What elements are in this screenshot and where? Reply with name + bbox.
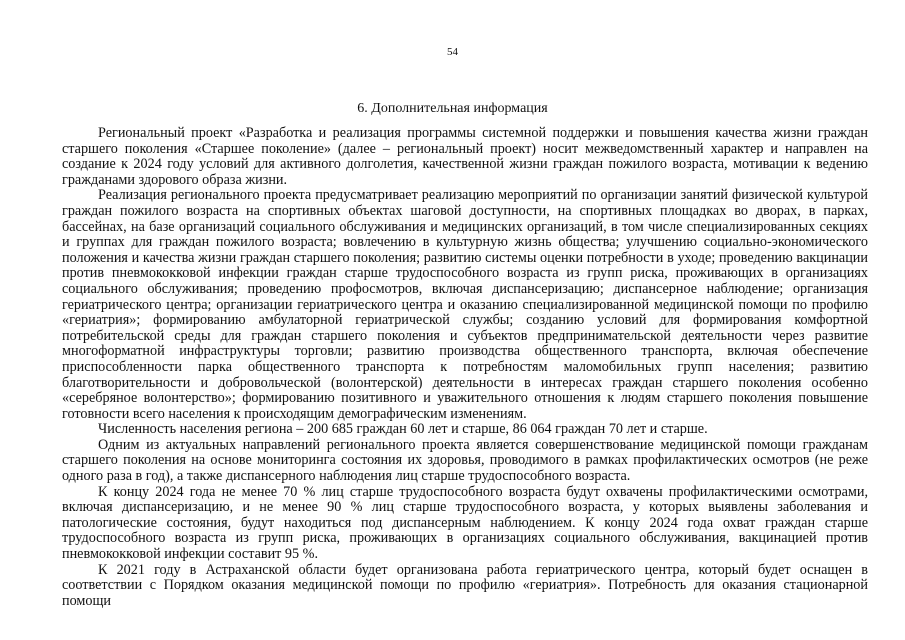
paragraph-population: Численность населения региона – 200 685 граждан 60 лет и старше, 86 064 граждан 70 лет и старше. <box>98 421 708 438</box>
body-text <box>62 126 868 609</box>
paragraph-geriatric-center: К 2021 году в Астраханской области будет организована работа гериатрического центра, который будет оснащен в соответствии с Порядком оказания медицинской помощи по профилю «гериатрия». Потребность для оказания стационарной помощи <box>62 561 868 609</box>
paragraph-project-measures: Реализация регионального проекта предусматривает реализацию мероприятий по организации занятий физической культурой граждан пожилого возраста на спортивных объектах шаговой доступности, на спортивных площадках во дворах, в парках, бассейнах, на базе организаций социального обслуживания и медицинских организаций, в том числе специализированных секциях и группах для граждан пожилого возраста; вовлечению в культурную жизнь общества; улучшению социально-экономического положения и качества жизни граждан старшего поколения; развитию системы оценки потребности в уходе; проведению вакцинации против пневмококковой инфекции граждан старше трудоспособного возраста из групп риска, проживающих в организациях социального обслуживания; проведению профосмотров, включая диспансеризацию; диспансерное наблюдение; организация гериатрического центра; организации гериатрического центра и оказанию специализированной медицинской помощи по профилю «гериатрия»; формированию амбулаторной гериатрической службы; созданию условий для формирования комфортной потребительской среды для граждан старшего поколения и субъектов предпринимательской деятельности через развитие многоформатной инфраструктуры торговли; развитию производства общественного транспорта, включая обеспечение приспособленности парка общественного транспорта к потребностям маломобильных групп населения; развитию благотворительности и добровольческой (волонтерской) деятельности в интересах граждан старшего поколения особенно «серебряное волонтерство»; формированию позитивного и уважительного отношения к людям старшего поколения повышение готовности всего населения к происходящим демографическим изменениям. <box>62 187 868 422</box>
section-title: 6. Дополнительная информация <box>357 101 548 116</box>
paragraph-medical-care: Одним из актуальных направлений регионального проекта является совершенствование медицинской помощи гражданам старшего поколения на основе мониторинга состояния их здоровья, проводимого в рамках профилактических осмотров (не реже одного раза в год), а также диспансерного наблюдения лиц старше трудоспособного возраста. <box>62 436 868 485</box>
paragraph-regional-project-intro: Региональный проект «Разработка и реализация программы системной поддержки и повышения качества жизни граждан старшего поколения «Старшее поколение» (далее – региональный проект) носит межведомственный характер и направлен на создание к 2024 году условий для активного долголетия, качественной жизни граждан пожилого возраста, мотивации к ведению гражданами здорового образа жизни. <box>62 125 868 188</box>
page-number: 54 <box>447 46 458 58</box>
paragraph-2024-targets: К концу 2024 года не менее 70 % лиц старше трудоспособного возраста будут охвачены профилактическими осмотрами, включая диспансеризацию, и не менее 90 % лиц старше трудоспособного возраста, у которых выявлены заболевания и патологические состояния, будут находиться под диспансерным наблюдением. К концу 2024 года охват граждан старше трудоспособного возраста из групп риска, проживающих в организациях социального обслуживания, вакцинацией против пневмококковой инфекции составит 95 %. <box>62 483 868 563</box>
